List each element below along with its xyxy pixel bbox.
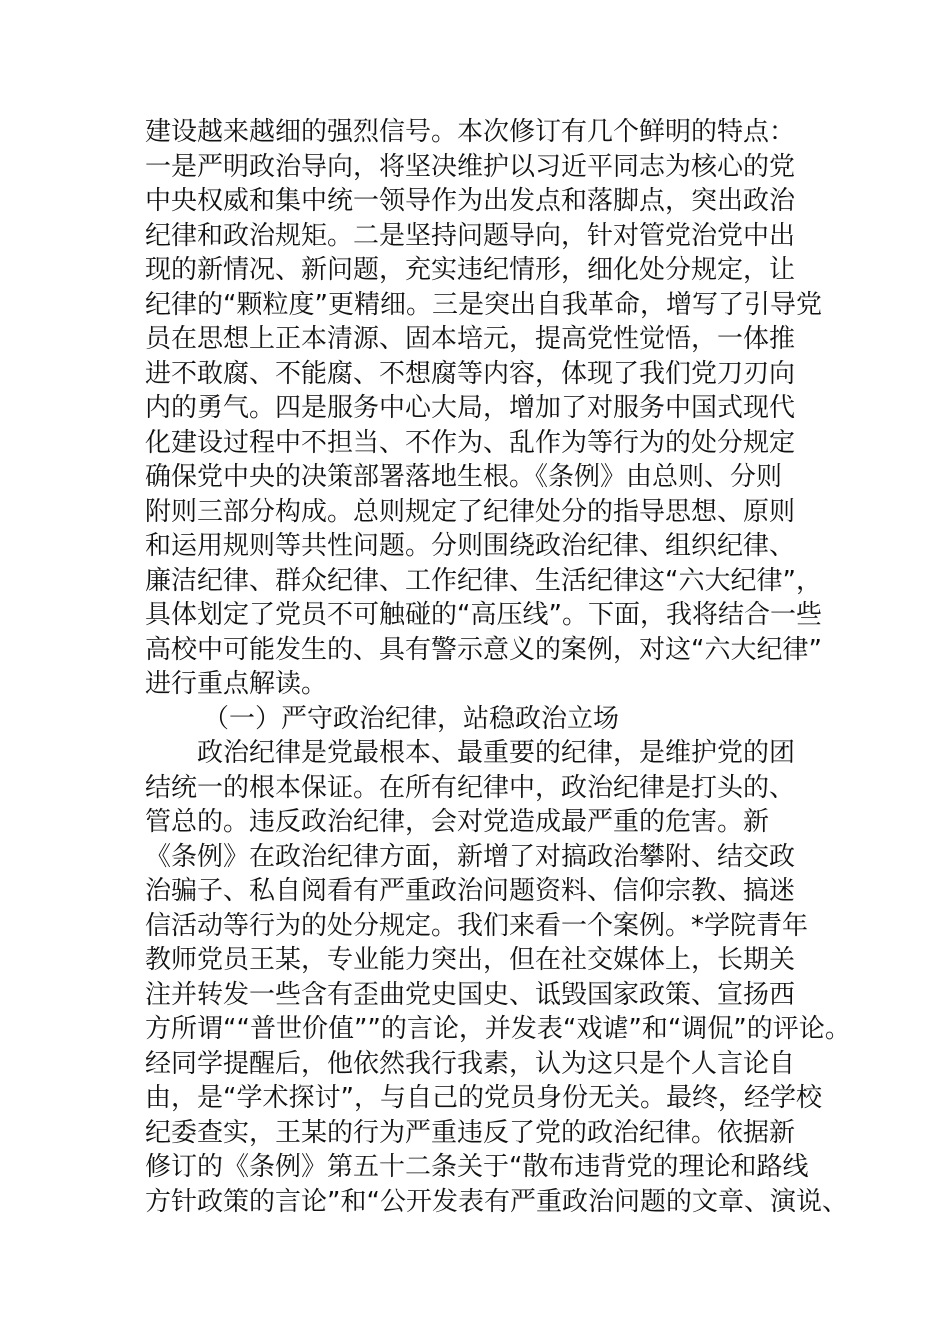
text-line: 员在思想上正本清源、固本培元，提高党性觉悟，一体推 <box>145 324 796 354</box>
text-line: 方针政策的言论”和“公开发表有严重政治问题的文章、演说、 <box>145 1186 848 1217</box>
text-line: 一是严明政治导向，将坚决维护以习近平同志为核心的党 <box>145 151 796 182</box>
text-line: 纪律和政治规矩。二是坚持问题导向，针对管党治党中出 <box>145 220 796 251</box>
text-line: 方所谓““普世价值””的言论，并发表“戏谑”和“调侃”的评论。 <box>145 1014 851 1044</box>
text-line: 和运用规则等共性问题。分则围绕政治纪律、组织纪律、 <box>145 531 796 561</box>
text-line: 治骗子、私自阅看有严重政治问题资料、信仰宗教、搞迷 <box>145 876 796 906</box>
text-line: 化建设过程中不担当、不作为、乱作为等行为的处分规定 <box>145 427 796 458</box>
document-body <box>145 115 851 1219</box>
text-line: 结统一的根本保证。在所有纪律中，政治纪律是打头的、 <box>145 772 796 803</box>
text-line: 确保党中央的决策部署落地生根。《条例》由总则、分则 <box>145 462 783 492</box>
text-line: 附则三部分构成。总则规定了纪律处分的指导思想、原则 <box>145 496 796 527</box>
text-line: 信活动等行为的处分规定。我们来看一个案例。*学院青年 <box>145 910 809 941</box>
text-line: 廉洁纪律、群众纪律、工作纪律、生活纪律这“六大纪律”， <box>145 565 822 596</box>
text-line: 具体划定了党员不可触碰的“高压线”。下面，我将结合一些 <box>145 600 822 630</box>
text-line: 政治纪律是党最根本、最重要的纪律，是维护党的团 <box>197 738 796 768</box>
text-line: 教师党员王某，专业能力突出，但在社交媒体上，长期关 <box>145 945 796 975</box>
text-line: 进行重点解读。 <box>145 669 328 699</box>
section-heading: （一）严守政治纪律，站稳政治立场 <box>203 703 620 734</box>
text-line: 纪律的“颗粒度”更精细。三是突出自我革命，增写了引导党 <box>145 289 822 320</box>
text-line: 内的勇气。四是服务中心大局，增加了对服务中国式现代 <box>145 393 796 423</box>
text-line: 高校中可能发生的、具有警示意义的案例，对这“六大纪律” <box>145 634 822 665</box>
text-line: 《条例》在政治纪律方面，新增了对搞政治攀附、结交政 <box>145 841 796 872</box>
text-line: 由，是“学术探讨”，与自己的党员身份无关。最终，经学校 <box>145 1083 822 1113</box>
text-line: 建设越来越细的强烈信号。本次修订有几个鲜明的特点： <box>145 117 796 147</box>
text-line: 修订的《条例》第五十二条关于“散布违背党的理论和路线 <box>145 1152 809 1182</box>
text-line: 进不敢腐、不能腐、不想腐等内容，体现了我们党刀刃向 <box>145 358 796 389</box>
text-line: 中央权威和集中统一领导作为出发点和落脚点，突出政治 <box>145 186 796 216</box>
text-line: 注并转发一些含有歪曲党史国史、诋毁国家政策、宣扬西 <box>145 979 796 1010</box>
text-line: 现的新情况、新问题，充实违纪情形，细化处分规定，让 <box>145 255 796 285</box>
text-line: 经同学提醒后，他依然我行我素，认为这只是个人言论自 <box>145 1048 796 1079</box>
text-line: 管总的。违反政治纪律，会对党造成最严重的危害。新 <box>145 807 770 837</box>
text-line: 纪委查实，王某的行为严重违反了党的政治纪律。依据新 <box>145 1117 796 1148</box>
